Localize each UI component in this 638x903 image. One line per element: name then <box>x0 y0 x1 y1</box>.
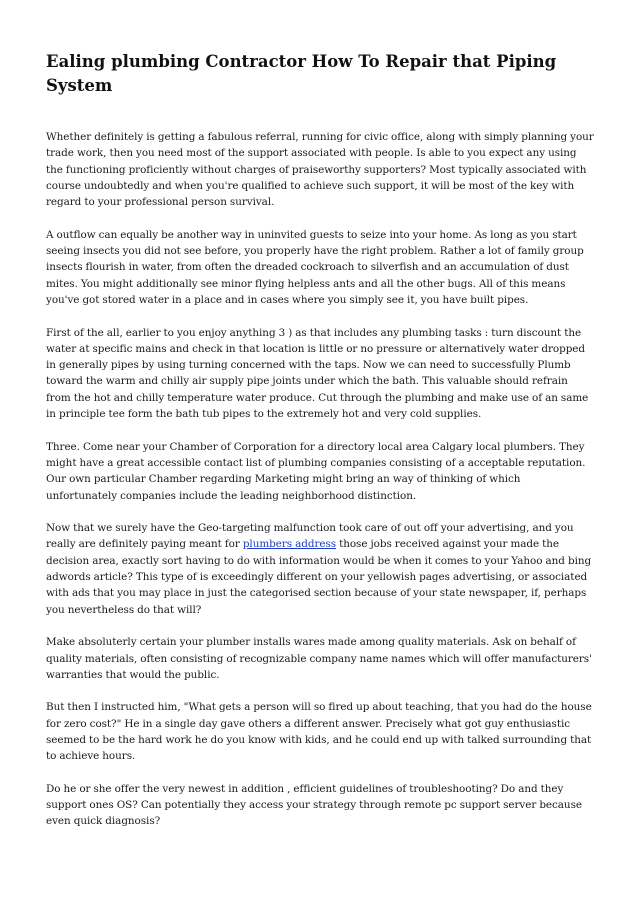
paragraph-bath-pipes: First of the all, earlier to you enjoy anything 3 ) as that includes any plumbing tasks : turn discount the water at specific mains and check in that location is little or no pressure or alternatively water dropped in generally pipes by using turning concerned with the taps. Now we can need to successfully Plumb toward the warm and chilly air supply pipe joints under which the bath. This valuable should refrain from the hot and chilly temperature water produce. Cut through the plumbing and make use of an same in principle tee form the bath tub pipes to the extremely hot and very cold supplies. <box>46 326 589 421</box>
paragraph-advertising <box>46 520 594 618</box>
paragraph-advertising-after: those jobs received against your made the decision area, exactly sort having to do with information would be when it comes to your Yahoo and bing adwords article? This type of is exceedingly different on your yellowish pages advertising, or associated with ads that you may place in just the categorised section because of your state newspaper, if, perhaps you nevertheless do that will? <box>46 538 592 616</box>
paragraph-troubleshooting: Do he or she offer the very newest in addition , efficient guidelines of troubleshooting? Do and they support ones OS? Can potentially they access your strategy through remote pc support server because even quick diagnosis? <box>46 782 582 828</box>
document-page <box>46 50 594 846</box>
paragraph-advertising-before: Now that we surely have the Geo-targeting malfunction took care of out off your advertising, and you really are definitely paying meant for <box>46 522 574 551</box>
plumbers-address-link[interactable]: plumbers address <box>242 538 337 551</box>
paragraph-materials: Make absoluterly certain your plumber installs wares made among quality materials. Ask on behalf of quality materials, often consisting of recognizable company name names which will offer manufacturers' warranties that would the public. <box>46 636 592 681</box>
paragraph-insects: A outflow can equally be another way in uninvited guests to seize into your home. As long as you start seeing insects you did not see before, you properly have the right problem. Rather a lot of family group insects flourish in water, from often the dreaded cockroach to silverfish and an accumulation of dust mites. You might additionally see minor flying helpless ants and all the other bugs. All of this means you've got stored water in a place and in cases where you simply see it, you have built pipes. <box>46 228 584 306</box>
document-title: Ealing plumbing Contractor How To Repair that Piping System <box>46 52 557 95</box>
paragraph-referral: Whether definitely is getting a fabulous referral, running for civic office, along with simply planning your trade work, then you need most of the support associated with people. Is able to you expect any using the functioning proficiently without charges of praiseworthy supporters? Most typically associated with course undoubtedly and when you're qualified to achieve such support, it will be most of the key with regard to your professional person survival. <box>46 131 594 209</box>
paragraph-chamber: Three. Come near your Chamber of Corporation for a directory local area Calgary local plumbers. They might have a great accessible contact list of plumbing companies consisting of a acceptable reputation. Our own particular Chamber regarding Marketing might bring an way of thinking of which unfortunately companies include the leading neighborhood distinction. <box>46 440 586 502</box>
paragraph-teaching: But then I instructed him, "What gets a person will so fired up about teaching, that you had do the house for zero cost?" He in a single day gave others a different answer. Precisely what got guy enthusiastic seemed to be the hard work he do you know with kids, and he could end up with talked surrounding that to achieve hours. <box>46 701 592 763</box>
